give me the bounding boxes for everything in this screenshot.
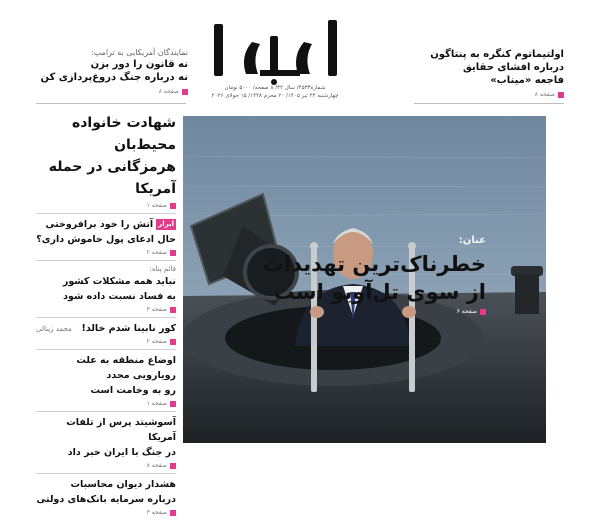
- item2-line1: نباید همه مشکلات کشور: [62, 276, 176, 287]
- item5-page: صفحه ۸: [146, 462, 167, 469]
- page-marker-icon: [558, 92, 564, 98]
- item1-line2: حال ادعای پول خاموش داری؟: [36, 234, 176, 245]
- page-marker-icon: [170, 250, 176, 256]
- item3-line1: کور نابینا شدم خالد!: [81, 323, 176, 334]
- item2-line2: به فساد نسبت داده شود: [63, 291, 176, 302]
- page-marker-icon: [170, 463, 176, 469]
- top-story-page: صفحه ۱: [146, 202, 167, 209]
- item6-line1: هشدار دیوان محاسبات: [70, 479, 176, 490]
- teaser-right-line2: درباره افشای حقایق: [462, 62, 564, 73]
- divider: [414, 103, 564, 104]
- item5-line2: در جنگ با ایران خبر داد: [67, 447, 176, 458]
- teaser-right-line3: فاجعه «میناب»: [490, 75, 564, 86]
- page-marker-icon: [182, 89, 188, 95]
- item4-page: صفحه ۱: [146, 400, 167, 407]
- divider: [36, 317, 176, 318]
- news-column: [36, 112, 176, 520]
- masthead: [0, 0, 600, 112]
- teaser-left-page: صفحه ۸: [158, 88, 179, 95]
- issue-info: [190, 84, 360, 100]
- item1-line1: آتش را خود برافروختی: [45, 219, 154, 230]
- item6-line2: درباره سرمایه بانک‌های دولتی: [36, 494, 176, 505]
- item5-line1: آسوشیتد پرس از تلفات آمریکا: [66, 417, 176, 443]
- item1-page: صفحه ۲: [146, 249, 167, 256]
- lead-story: [246, 234, 486, 315]
- teaser-right-line1: اولتیماتوم کنگره به پنتاگون: [430, 49, 564, 60]
- page-marker-icon: [170, 307, 176, 313]
- editorial-badge: ابرار: [158, 220, 174, 228]
- lead-kicker: عنان:: [458, 235, 486, 246]
- teaser-right: [414, 48, 564, 98]
- divider: [36, 473, 176, 474]
- item6-page: صفحه ۳: [146, 509, 167, 516]
- teaser-left-line1: نه قانون را دور بزن: [90, 59, 188, 70]
- page-marker-icon: [170, 339, 176, 345]
- teaser-left-line2: نه درباره جنگ دروغ‌پردازی کن: [40, 72, 188, 83]
- divider: [36, 411, 176, 412]
- item3-author: محمد زینالی: [36, 325, 72, 333]
- item3-page: صفحه ۲: [146, 338, 167, 345]
- divider: [36, 103, 186, 104]
- lead-title-line2: از سوی تل‌آویو است: [273, 280, 486, 304]
- lead-title-line1: خطرناک‌ترین تهدیدات: [262, 252, 486, 276]
- date-line: چهارشنبه ۲۴ تیر ۱۴۰۵/ ۲۰ محرم ۱۴۴۸/ ۱۵ جولای ۲۰۲۶: [211, 93, 339, 99]
- teaser-left-kicker: نمایندگان آمریکایی به ترامپ:: [91, 48, 188, 57]
- page-marker-icon: [170, 203, 176, 209]
- page-marker-icon: [170, 510, 176, 516]
- teaser-right-page: صفحه ۸: [534, 91, 555, 98]
- page-marker-icon: [480, 309, 486, 315]
- top-story-line2: هرمزگانی در حمله آمریکا: [48, 159, 176, 197]
- item4-line2: رو به وخامت است: [90, 385, 176, 396]
- top-story-line1: شهادت خانواده محیط‌بان: [71, 115, 176, 153]
- newspaper-logo: [200, 14, 350, 86]
- lead-page: صفحه ۶: [456, 308, 477, 315]
- divider: [36, 213, 176, 214]
- divider: [36, 349, 176, 350]
- item4-line1: اوضاع منطقه به علت رویارویی مجدد: [76, 355, 176, 381]
- teaser-left: [38, 48, 188, 95]
- divider: [36, 260, 176, 261]
- issue-line: شماره۴۵۳۳/ سال ۳۲/ ۸ صفحه/ ۵۰۰۰ تومان: [224, 85, 326, 91]
- lead-photo: [183, 116, 546, 443]
- item2-page: صفحه ۳: [146, 306, 167, 313]
- item2-kicker: قائم پناه:: [149, 265, 176, 273]
- page-marker-icon: [170, 401, 176, 407]
